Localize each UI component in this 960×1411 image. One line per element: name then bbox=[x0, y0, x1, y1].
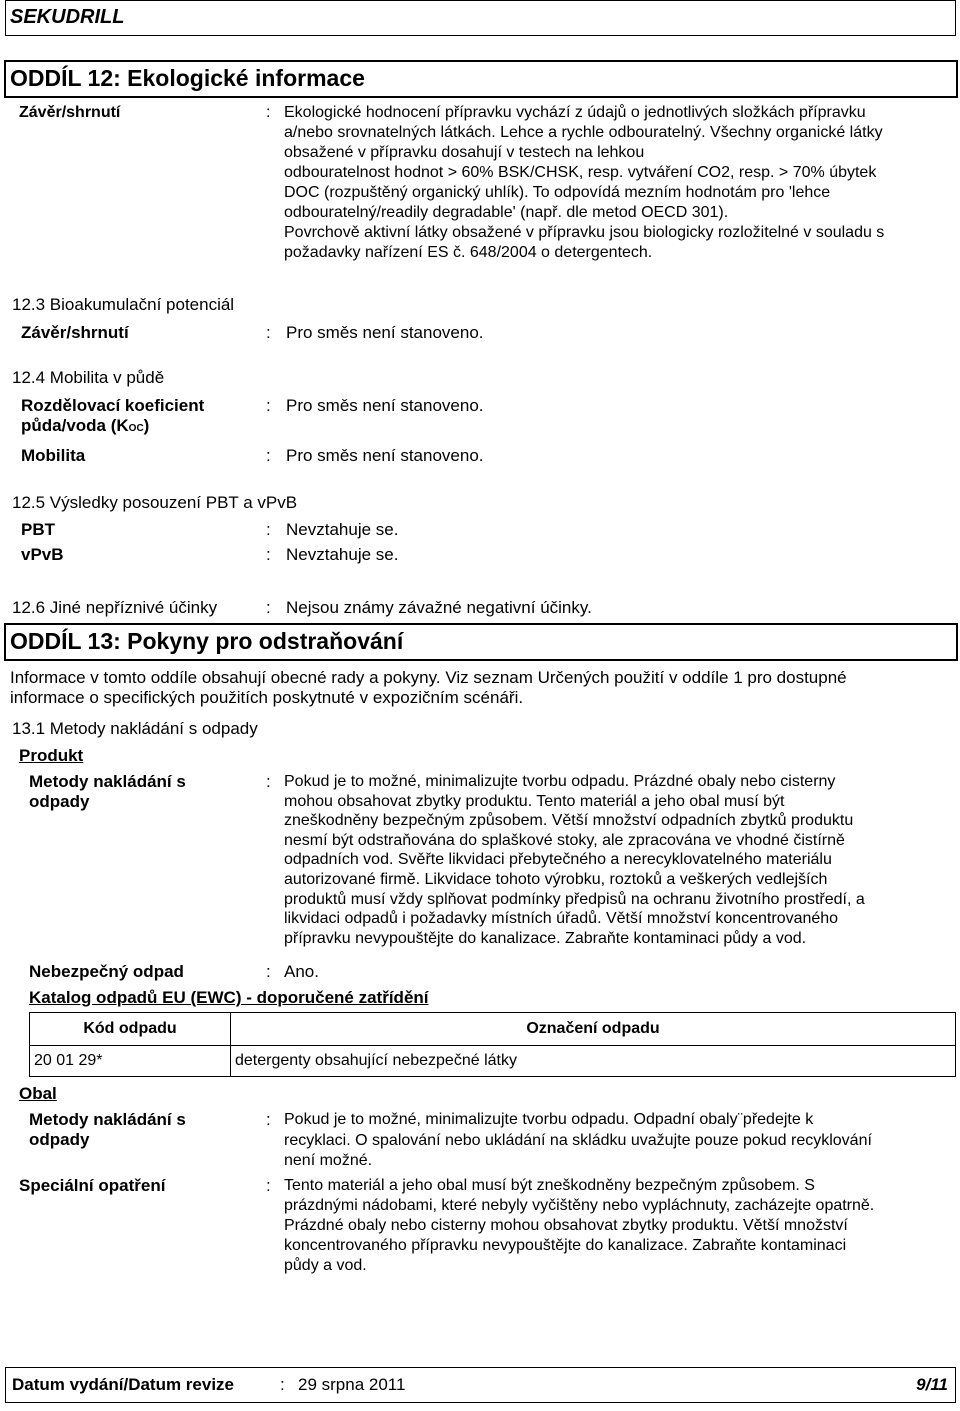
hazardous-waste-label: Nebezpečný odpad bbox=[29, 962, 184, 981]
packaging-methods-label bbox=[29, 1110, 186, 1150]
summary-line: Ekologické hodnocení přípravku vychází z údajů o jednotlivých složkách přípravku bbox=[284, 104, 866, 121]
section-12-3-heading: 12.3 Bioakumulační potenciál bbox=[12, 295, 235, 314]
section-12-6-heading: 12.6 Jiné nepříznivé účinky bbox=[12, 598, 218, 617]
special-precautions-text bbox=[284, 1176, 960, 1276]
koc-value: Pro směs není stanoveno. bbox=[286, 396, 484, 415]
mobility-label: Mobilita bbox=[21, 446, 86, 465]
section-13-1-heading: 13.1 Metody nakládání s odpady bbox=[12, 719, 258, 738]
table-header-code: Kód odpadu bbox=[30, 1013, 231, 1046]
colon: : bbox=[266, 520, 271, 539]
special-line: půdy a vod. bbox=[284, 1257, 367, 1274]
colon: : bbox=[266, 396, 271, 415]
bioaccumulation-summary-label: Závěr/shrnutí bbox=[21, 323, 129, 342]
document-header bbox=[5, 0, 956, 36]
hazardous-waste-value: Ano. bbox=[284, 962, 319, 981]
summary-line: Povrchově aktivní látky obsažené v přípravku jsou biologicky rozložitelné v souladu s bbox=[284, 224, 885, 241]
summary-text bbox=[284, 103, 960, 263]
colon: : bbox=[280, 1375, 285, 1394]
summary-line: DOC (rozpuštěný organický uhlík). To odpovídá mezním hodnotám pro 'lehce bbox=[284, 184, 831, 201]
koc-label-line: Rozdělovací koeficient bbox=[21, 396, 205, 415]
koc-label-line bbox=[21, 416, 204, 439]
methods-line: autorizované firmě. Likvidace tohoto výrobku, roztoků a veškerých vedlejších bbox=[284, 870, 828, 888]
colon: : bbox=[266, 772, 271, 791]
methods-label-line: odpady bbox=[29, 1130, 90, 1149]
methods-label-line: Metody nakládání s bbox=[29, 772, 186, 791]
intro-line: informace o specifických použitích poskytnuté v expozičním scénáři. bbox=[10, 688, 524, 707]
koc-label-text: půda/voda (K bbox=[21, 416, 129, 435]
mobility-value: Pro směs není stanoveno. bbox=[286, 446, 484, 465]
colon: : bbox=[266, 104, 271, 121]
colon: : bbox=[266, 545, 271, 564]
colon: : bbox=[266, 962, 271, 981]
section-13-title: ODDÍL 13: Pokyny pro odstraňování bbox=[10, 628, 404, 654]
summary-line: a/nebo srovnatelných látkách. Lehce a rychle odbouratelný. Všechny organické látky bbox=[284, 124, 883, 141]
methods-line: zneškodněny bezpečným způsobem. Větší množství odpadních zbytků produktu bbox=[284, 812, 854, 830]
summary-line: odbouratelný/readily degradable' (např. dle metod OECD 301). bbox=[284, 204, 729, 221]
pbt-value: Nevztahuje se. bbox=[286, 520, 399, 539]
methods-line: přípravku nevypouštějte do kanalizace. Zabraňte kontaminaci půdy a vod. bbox=[284, 929, 807, 947]
pbt-label: PBT bbox=[21, 520, 55, 539]
koc-label bbox=[21, 396, 204, 439]
colon: : bbox=[266, 1176, 271, 1195]
colon: : bbox=[266, 323, 271, 342]
section-13-intro bbox=[10, 668, 847, 708]
colon: : bbox=[266, 1110, 271, 1129]
ewc-table bbox=[29, 1012, 956, 1077]
koc-subscript: OC bbox=[128, 423, 144, 434]
packaging-line: není možné. bbox=[284, 1152, 373, 1169]
packaging-line: Pokud je to možné, minimalizujte tvorbu odpadu. Odpadní obaly¨předejte k bbox=[284, 1111, 814, 1128]
summary-line: požadavky nařízení ES č. 648/2004 o detergentech. bbox=[284, 244, 653, 261]
summary-line: odbouratelnost hodnot > 60% BSK/CHSK, resp. vytváření CO2, resp. > 70% úbytek bbox=[284, 164, 877, 181]
packaging-methods-text bbox=[284, 1110, 960, 1172]
colon: : bbox=[266, 598, 271, 617]
colon: : bbox=[266, 446, 271, 465]
revision-date-value: 29 srpna 2011 bbox=[298, 1375, 406, 1394]
special-precautions-label: Speciální opatření bbox=[19, 1176, 166, 1195]
special-line: koncentrovaného přípravku nevypouštějte do kanalizace. Zabraňte kontaminaci bbox=[284, 1237, 847, 1254]
table-header-row bbox=[30, 1013, 956, 1046]
methods-line: produktů musí vždy splňovat podmínky předpisů na ochranu životního prostředí, a bbox=[284, 890, 865, 908]
methods-label-line: odpady bbox=[29, 792, 90, 811]
ewc-heading: Katalog odpadů EU (EWC) - doporučené zatřídění bbox=[29, 988, 429, 1007]
methods-line: likvidaci odpadů i požadavky místních úřadů. Větší množství koncentrovaného bbox=[284, 910, 839, 928]
adverse-effects-value: Nejsou známy závažné negativní účinky. bbox=[286, 598, 592, 617]
vpvb-value: Nevztahuje se. bbox=[286, 545, 399, 564]
methods-label-line: Metody nakládání s bbox=[29, 1110, 186, 1129]
section-12-5-heading: 12.5 Výsledky posouzení PBT a vPvB bbox=[12, 493, 298, 512]
product-methods-text bbox=[284, 772, 960, 948]
special-line: Prázdné obaly nebo cisterny mohou obsahovat zbytky produktu. Větší množství bbox=[284, 1217, 848, 1234]
page-number: 9/11 bbox=[916, 1375, 948, 1394]
table-cell-description: detergenty obsahující nebezpečné látky bbox=[231, 1046, 956, 1077]
product-heading: Produkt bbox=[19, 746, 84, 765]
summary-label: Závěr/shrnutí bbox=[19, 104, 121, 121]
koc-label-close: ) bbox=[143, 416, 150, 435]
summary-line: obsažené v přípravku dosahují v testech na lehkou bbox=[284, 144, 645, 161]
methods-line: nesmí být odstraňována do splaškové stoky, ale zpracována ve vhodné čistírně bbox=[284, 831, 845, 849]
product-name: SEKUDRILL bbox=[10, 6, 125, 28]
product-methods-label bbox=[29, 772, 186, 812]
revision-date-label: Datum vydání/Datum revize bbox=[12, 1375, 235, 1394]
methods-line: mohou obsahovat zbytky produktu. Tento materiál a jeho obal musí být bbox=[284, 792, 785, 810]
section-12-title: ODDÍL 12: Ekologické informace bbox=[10, 65, 365, 91]
methods-line: odpadních vod. Svěřte likvidaci přebytečného a nerecyklovatelného materiálu bbox=[284, 851, 832, 869]
vpvb-label: vPvB bbox=[21, 545, 64, 564]
intro-line: Informace v tomto oddíle obsahují obecné rady a pokyny. Viz seznam Určených použití v oddíle 1 pro dostupné bbox=[10, 668, 847, 687]
special-line: Tento materiál a jeho obal musí být zneškodněny bezpečným způsobem. S bbox=[284, 1177, 815, 1194]
special-line: prázdnými nádobami, které nebyly vyčištěny nebo vypláchnuty, zacházejte opatrně. bbox=[284, 1197, 875, 1214]
table-row bbox=[30, 1046, 956, 1077]
packaging-line: recyklaci. O spalování nebo ukládání na skládku uvažujte pouze pokud recyklování bbox=[284, 1131, 872, 1149]
bioaccumulation-value: Pro směs není stanoveno. bbox=[286, 323, 484, 342]
packaging-heading: Obal bbox=[19, 1084, 57, 1103]
section-12-4-heading: 12.4 Mobilita v půdě bbox=[12, 368, 165, 387]
methods-line: Pokud je to možné, minimalizujte tvorbu odpadu. Prázdné obaly nebo cisterny bbox=[284, 773, 836, 790]
table-cell-code: 20 01 29* bbox=[30, 1046, 231, 1077]
table-header-description: Označení odpadu bbox=[231, 1013, 956, 1046]
